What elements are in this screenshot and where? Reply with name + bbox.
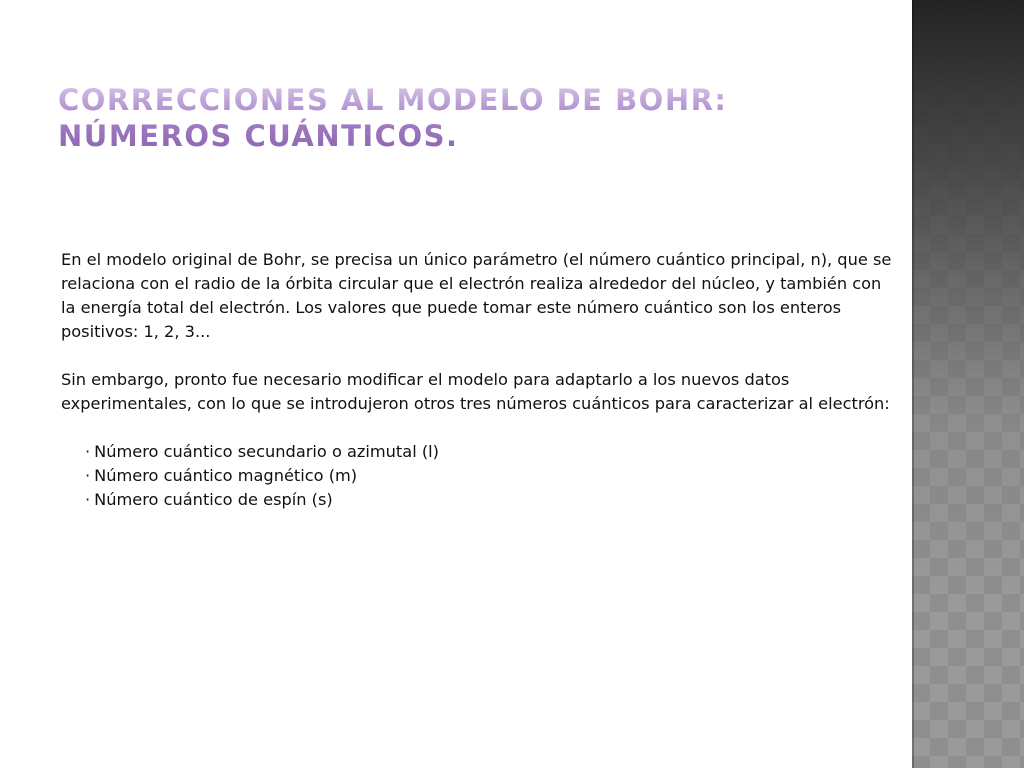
slide-body bbox=[61, 248, 896, 512]
slide-title-line-1: CORRECCIONES AL MODELO DE BOHR: bbox=[58, 83, 728, 117]
list-item-azimuthal bbox=[85, 440, 896, 464]
paragraph-model-corrections: Sin embargo, pronto fue necesario modificar el modelo para adaptarlo a los nuevos datos experimentales, con lo que se introdujeron otros tres números cuánticos para caracterizar al electrón: bbox=[61, 370, 890, 413]
paragraph-bohr-original-model: En el modelo original de Bohr, se precisa un único parámetro (el número cuántico principal, n), que se relaciona con el radio de la órbita circular que el electrón realiza alrededor del núcleo, y también con la energía total del electrón. Los valores que puede tomar este número cuántico son los enteros positivos: 1, 2, 3... bbox=[61, 250, 892, 341]
slide-title bbox=[58, 82, 878, 154]
list-item-label: Número cuántico magnético (m) bbox=[94, 466, 358, 485]
bullet-dot: · bbox=[85, 490, 91, 509]
list-item-spin bbox=[85, 488, 896, 512]
bullet-dot: · bbox=[85, 466, 91, 485]
decorative-side-panel bbox=[912, 0, 1024, 768]
side-panel-edge bbox=[912, 0, 914, 768]
list-item-magnetic bbox=[85, 464, 896, 488]
list-item-label: Número cuántico secundario o azimutal (l) bbox=[94, 442, 439, 461]
slide-title-line-2: NÚMEROS CUÁNTICOS. bbox=[58, 119, 459, 153]
quantum-numbers-list bbox=[61, 440, 896, 512]
list-item-label: Número cuántico de espín (s) bbox=[94, 490, 333, 509]
bullet-dot: · bbox=[85, 442, 91, 461]
